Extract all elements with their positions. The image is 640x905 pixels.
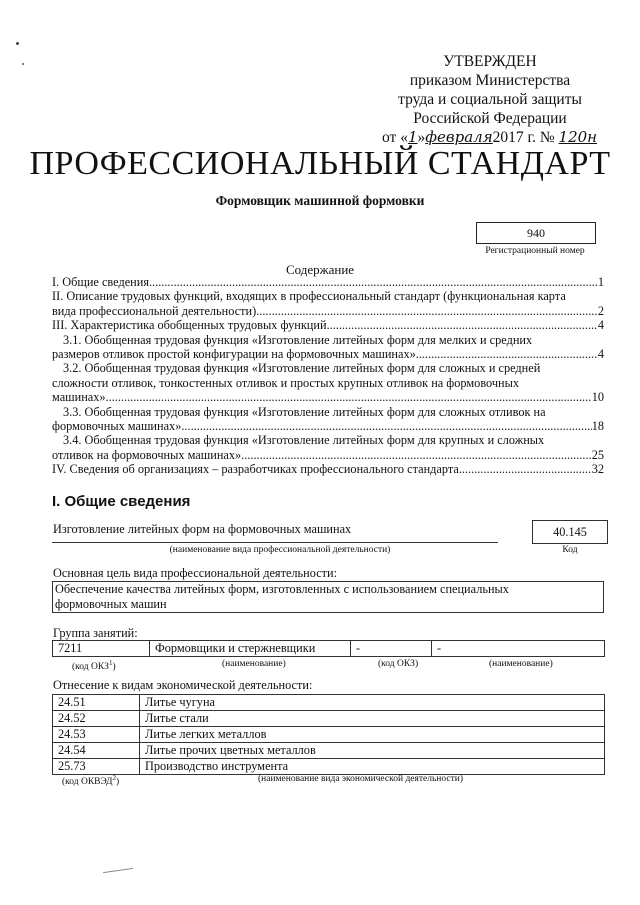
toc-entry-page: 1	[597, 275, 604, 289]
econ-label: Отнесение к видам экономической деятельности:	[53, 678, 313, 692]
activity-name: Изготовление литейных форм на формовочных машинах	[53, 522, 352, 536]
okz-name-cell: Формовщики и стержневщики	[150, 641, 351, 657]
table-of-contents	[52, 275, 604, 477]
okved-name-cell: Литье чугуна	[140, 695, 605, 711]
okz-code-cell: 7211	[53, 641, 150, 657]
ink-mark	[16, 42, 19, 45]
table-row	[53, 759, 605, 775]
toc-entry-text: I. Общие сведения	[52, 275, 149, 289]
okved-name-cell: Литье прочих цветных металлов	[140, 743, 605, 759]
section-heading: I. Общие сведения	[52, 493, 191, 510]
toc-entry-text[interactable]: 3.1. Обобщенная трудовая функция «Изготовление литейных форм для мелких и средних	[63, 332, 533, 347]
toc-entry-page: 32	[591, 462, 604, 477]
okz-code-caption: (код ОКЗ$^1$)	[72, 659, 116, 673]
toc-entry-page: 4	[597, 318, 604, 333]
activity-code: 40.145	[532, 520, 608, 544]
toc-heading: Содержание	[285, 262, 355, 277]
goal-line-1: Обеспечение качества литейных форм, изготовленных с использованием специальных	[55, 582, 509, 596]
toc-entry-text: III. Характеристика обобщенных трудовых функций	[52, 318, 327, 333]
ink-mark	[22, 63, 24, 65]
goal-label: Основная цель вида профессиональной деятельности:	[53, 566, 338, 580]
okz-name-caption: (наименование)	[489, 659, 553, 669]
okved-name-cell: Литье легких металлов	[140, 727, 605, 743]
occupations-table	[52, 640, 605, 657]
ink-mark	[103, 868, 133, 873]
okved-code-cell: 24.53	[53, 727, 140, 743]
toc-entry-text[interactable]: II. Описание трудовых функций, входящих в профессиональный стандарт (функциональная карта	[52, 289, 566, 304]
registration-number: 940	[476, 222, 596, 244]
toc-entry-page: 4	[597, 347, 604, 362]
okved-name-cell: Производство инструмента	[140, 759, 605, 775]
activity-caption: (наименование вида профессиональной деятельности)	[169, 545, 391, 555]
toc-entry[interactable]	[52, 318, 604, 332]
toc-entry-text[interactable]: 3.3. Обобщенная трудовая функция «Изготовление литейных форм для сложных отливок на	[63, 404, 546, 419]
toc-entry[interactable]	[52, 304, 604, 318]
okz-name-caption: (наименование)	[222, 659, 286, 669]
okved-name-caption: (наименование вида экономической деятельности)	[258, 774, 463, 784]
goal-box	[52, 581, 604, 613]
toc-entry[interactable]	[52, 419, 604, 433]
order-mid: »	[417, 129, 426, 146]
order-prefix: от «	[382, 129, 408, 146]
okved-name-cell: Литье стали	[140, 711, 605, 727]
approval-line-3: труда и социальной защиты	[398, 91, 582, 108]
toc-entry[interactable]	[52, 462, 604, 476]
toc-entry-text[interactable]: 3.2. Обобщенная трудовая функция «Изготовление литейных форм для сложных и средней	[63, 361, 541, 376]
okved-code-caption: (код ОКВЭД$^2$)	[62, 774, 120, 788]
okz-name-cell: -	[432, 641, 605, 657]
table-row	[53, 743, 605, 759]
okz-code-caption: (код ОКЗ)	[378, 659, 419, 669]
toc-entry[interactable]	[52, 275, 604, 289]
toc-entry[interactable]	[52, 448, 604, 462]
toc-entry[interactable]	[52, 347, 604, 361]
registration-label: Регистрационный номер	[485, 246, 585, 256]
divider	[52, 542, 498, 543]
order-month: февраля	[425, 128, 493, 146]
okved-code-cell: 24.54	[53, 743, 140, 759]
goal-line-2: формовочных машин	[55, 597, 167, 611]
toc-entry-text: формовочных машинах»	[52, 419, 182, 434]
toc-entry-page: 10	[591, 390, 604, 405]
order-day: 1	[407, 128, 418, 146]
document-title: ПРОФЕССИОНАЛЬНЫЙ СТАНДАРТ	[29, 145, 611, 182]
okved-code-cell: 24.52	[53, 711, 140, 727]
econ-table	[52, 694, 605, 775]
table-row	[53, 727, 605, 743]
toc-entry-text: размеров отливок простой конфигурации на формовочных машинах»	[52, 347, 416, 362]
occupations-label: Группа занятий:	[53, 626, 138, 640]
toc-entry-text[interactable]: 3.4. Обобщенная трудовая функция «Изготовление литейных форм для крупных и сложных	[63, 433, 545, 448]
code-caption: Код	[562, 545, 578, 555]
approval-line-4: Российской Федерации	[413, 110, 567, 127]
toc-entry-page: 25	[591, 447, 604, 462]
approval-line-2: приказом Министерства	[409, 72, 571, 89]
toc-entry-page: 2	[597, 303, 604, 318]
toc-entry[interactable]	[52, 390, 604, 404]
toc-entry-text: отливок на формовочных машинах»	[52, 447, 242, 462]
order-number: 120н	[558, 128, 598, 146]
toc-entry-text: вида профессиональной деятельности)	[52, 303, 257, 318]
toc-entry-text: машинах»	[52, 390, 106, 405]
okved-code-cell: 24.51	[53, 695, 140, 711]
toc-entry-text[interactable]: сложности отливок, тонкостенных отливок и простых крупных отливок на формовочных	[52, 375, 520, 390]
toc-entry-page: 18	[591, 419, 604, 434]
order-year: 2017 г. №	[492, 129, 555, 146]
table-row	[53, 641, 605, 657]
document-subtitle: Формовщик машинной формовки	[215, 193, 425, 208]
table-row	[53, 711, 605, 727]
table-row	[53, 695, 605, 711]
okved-code-cell: 25.73	[53, 759, 140, 775]
toc-entry-text: IV. Сведения об организациях – разработчиках профессионального стандарта	[52, 462, 459, 477]
okz-code-cell: -	[351, 641, 432, 657]
approval-block	[382, 52, 598, 147]
approval-line-1: УТВЕРЖДЕН	[443, 53, 537, 70]
